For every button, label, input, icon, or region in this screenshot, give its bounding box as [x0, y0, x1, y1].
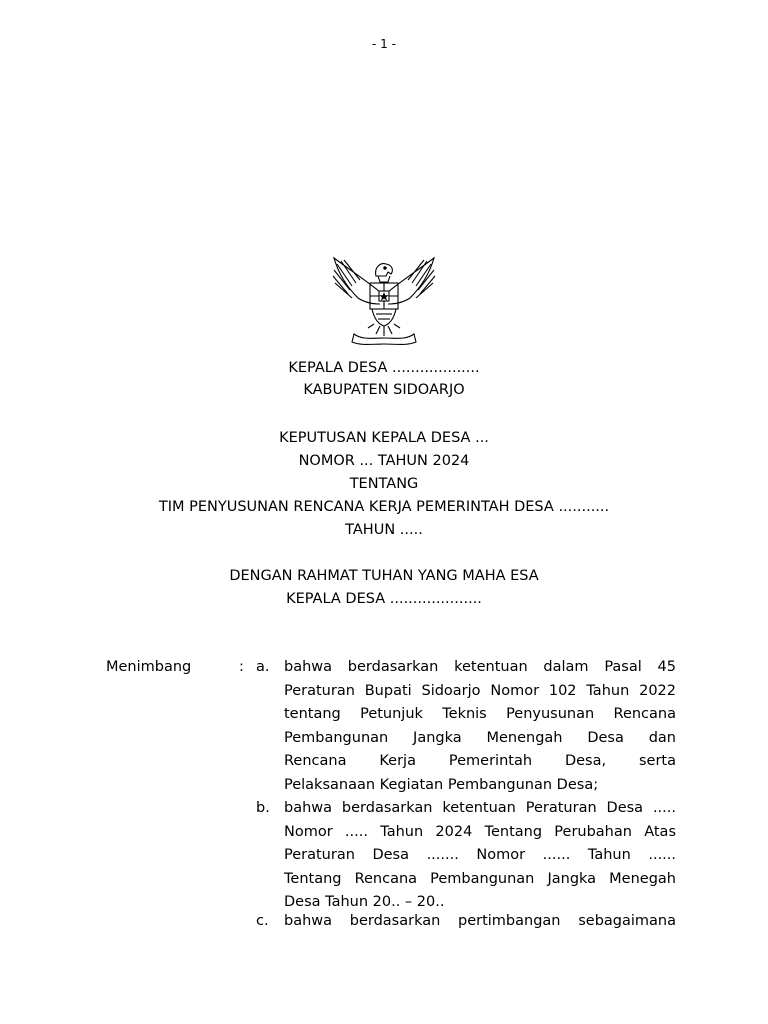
text-line: bahwa berdasarkan ketentuan Peraturan Desa ..... — [284, 800, 676, 816]
header-kabupaten: KABUPATEN SIDOARJO — [303, 382, 465, 398]
header-kepala-desa: KEPALA DESA ................... — [288, 360, 480, 376]
menimbang-colon: : — [239, 659, 244, 675]
text-line: tentang Petunjuk Teknis Penyusunan Rencana — [284, 706, 676, 723]
text-line: Pembangunan Jangka Menengah Desa dan — [284, 729, 676, 746]
title-tentang: TENTANG — [349, 476, 419, 492]
menimbang-label: Menimbang — [106, 659, 192, 675]
menimbang-item-c-letter: c. — [256, 913, 269, 929]
text-line: Peraturan Desa ....... Nomor ...... Tahun ...... — [284, 847, 676, 864]
text-line: Nomor ..... Tahun 2024 Tentang Perubahan Atas — [284, 823, 676, 840]
title-subject: TIM PENYUSUNAN RENCANA KERJA PEMERINTAH DESA ........... — [158, 499, 610, 515]
menimbang-item-a-text — [284, 656, 676, 798]
title-keputusan: KEPUTUSAN KEPALA DESA ... — [279, 430, 489, 446]
text-line: Desa Tahun 20.. – 20.. — [284, 894, 445, 911]
title-nomor: NOMOR ... TAHUN 2024 — [298, 453, 470, 469]
page-number: - 1 - — [372, 37, 396, 51]
text-line: Peraturan Bupati Sidoarjo Nomor 102 Tahun 2022 — [284, 682, 676, 699]
text-line: Rencana Kerja Pemerintah Desa, serta — [284, 753, 676, 770]
menimbang-item-b-letter: b. — [256, 800, 270, 816]
text-line: bahwa berdasarkan ketentuan dalam Pasal 45 — [284, 659, 676, 675]
menimbang-item-a-letter: a. — [256, 659, 270, 675]
garuda-emblem-icon — [328, 252, 440, 347]
preamble-line-2: KEPALA DESA .................... — [286, 591, 482, 607]
title-tahun: TAHUN ..... — [345, 522, 423, 538]
preamble-line-1: DENGAN RAHMAT TUHAN YANG MAHA ESA — [229, 568, 539, 584]
menimbang-item-b-text — [284, 797, 676, 915]
menimbang-item-c-text — [284, 910, 676, 934]
text-line: bahwa berdasarkan pertimbangan sebagaimana — [284, 913, 676, 929]
text-line: Tentang Rencana Pembangunan Jangka Menegah — [284, 870, 676, 887]
text-line: Pelaksanaan Kegiatan Pembangunan Desa; — [284, 776, 599, 793]
